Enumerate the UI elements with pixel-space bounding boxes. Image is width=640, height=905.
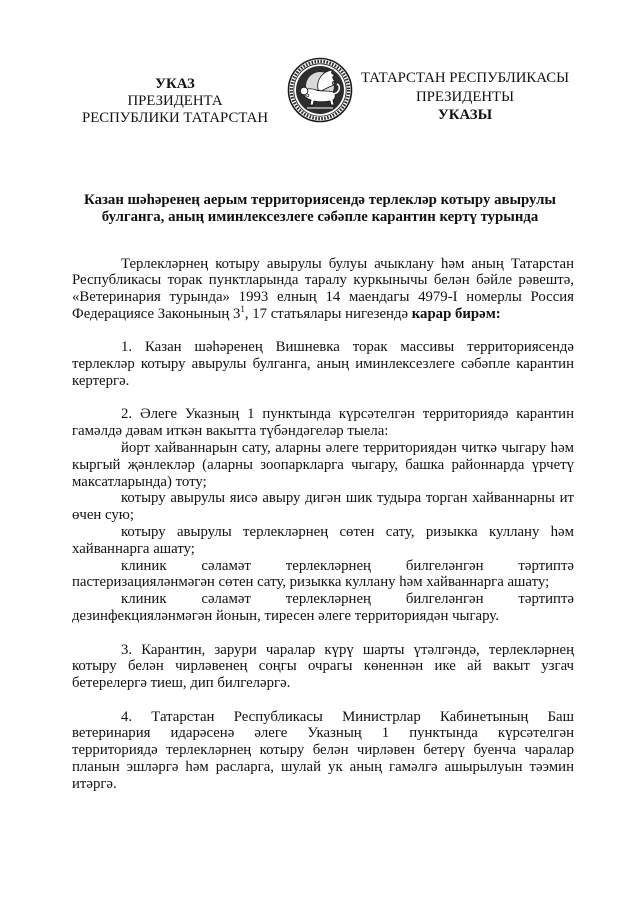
prohibition-line: хайваннарга ашату; (72, 540, 195, 557)
prohibition-line: клиник сәламәт терлекләрнең билгеләнгән тәртиптә (121, 557, 574, 574)
clause-4 (72, 709, 574, 793)
clause-line: 4. Татарстан Республикасы Министрлар Кабинетының Баш (121, 708, 574, 725)
prohibition-line: клиник сәламәт терлекләрнең билгеләнгән тәртиптә (121, 591, 574, 608)
title-line: булганга, аның иминлексезлеге сәбәпле карантин кертү турында (101, 209, 539, 225)
articles-text: , 17 статьялары нигезендә (244, 305, 412, 322)
clause-line: кертергә. (72, 372, 130, 389)
title-line: Казан шәһәренең аерым территориясендә терлекләр котыру авырулы (84, 192, 556, 208)
prohibition-line: пастеризацияләнмәгән сөтен сату, ризыкка куллану һәм хайваннарга ашату; (72, 574, 550, 591)
clause-line: гамәлдә дәвам иткән вакытта түбәндәгеләр тыела: (72, 423, 389, 440)
preamble-line: Терлекләрнең котыру авырулы булуы ачыклану һәм аның Татарстан (121, 255, 574, 272)
prohibition-item (72, 591, 574, 625)
prohibition-line: дезинфекцияләнмәгән йонын, тиресен әлеге территориядән чыгару. (72, 608, 499, 625)
preamble-line: Республикасы торак пунктларында таралу куркынычы белән бәйле рәвештә, (72, 272, 574, 289)
clause-3 (72, 642, 574, 692)
prohibition-item (72, 490, 574, 524)
clause-line: 3. Карантин, зарури чаралар күрү шарты үтәлгәндә, терлекләрнең (121, 641, 574, 658)
clause-line: терлекләр котыру авырулы булганга, аның иминлексезлеге сәбәпле карантин (72, 356, 574, 373)
header-republic-ru: РЕСПУБЛИКИ ТАТАРСТАН (81, 109, 269, 126)
prohibition-line: кыргый җәнлекләр (аларны зоопаркларга чыгару, башка районнарда үрчетү (72, 456, 574, 473)
prohibition-item (72, 524, 574, 558)
preamble-paragraph (72, 256, 574, 323)
prohibition-line: котыру авырулы яисә авыру дигән шик тудыра торган хайваннарны ит (121, 490, 574, 507)
preamble-line: «Ветеринария турында» 1993 елның 14 маендагы 4979-I номерлы Россия (72, 289, 574, 306)
law-reference-text: Федерациясе Законының 3 (72, 305, 241, 322)
clause-2 (72, 406, 574, 624)
clause-line: 1. Казан шәһәренең Вишневка торак массивы территориясендә (121, 339, 574, 356)
clause-line: котыру белән чирләвенең соңгы очрагы көненнән ике ай вакыт узгач (72, 658, 574, 675)
header-tatar (355, 69, 575, 125)
prohibition-item (72, 558, 574, 592)
header-president-tt: ПРЕЗИДЕНТЫ (416, 88, 514, 105)
article-superscript: 1 (240, 303, 245, 314)
decree-body (72, 256, 574, 793)
prohibition-line: йорт хайваннарын сату, аларны әлеге территориядән читкә чыгару һәм (121, 440, 574, 457)
preamble-last-line (72, 303, 574, 323)
header-republic-tt: ТАТАРСТАН РЕСПУБЛИКАСЫ (360, 70, 570, 86)
clause-line: территориядә терлекләрнең котыру белән чирләвен бетерү буенча чаралар (72, 742, 574, 759)
prohibition-item (72, 440, 574, 490)
decision-phrase: карар бирәм: (411, 305, 501, 322)
header-russian (60, 76, 290, 127)
clause-line: бетерелергә тиеш, дип билгеләргә. (72, 675, 291, 692)
prohibition-line: максатларында) тоту; (72, 473, 207, 490)
clause-line: ветеринария идарәсенә әлеге Указның 1 пунктында күрсәтелгән (72, 725, 574, 742)
clause-line: планын эшләргә һәм расларга, шулай ук аның гамәлгә ашырылуын тәэмин (72, 758, 574, 775)
coat-of-arms-icon (287, 57, 353, 123)
header-president-ru: ПРЕЗИДЕНТА (127, 92, 223, 109)
header-decree-word-ru: УКАЗ (155, 75, 195, 92)
header-decree-word-tt: УКАЗЫ (437, 107, 493, 123)
clause-1 (72, 339, 574, 389)
prohibition-line: өчен сую; (72, 507, 134, 524)
decree-title (66, 192, 574, 226)
prohibition-line: котыру авырулы терлекләрнең сөтен сату, ризыкка куллану һәм (121, 524, 574, 541)
clause-line: 2. Әлеге Указның 1 пунктында күрсәтелгән территориядә карантин (121, 406, 574, 423)
clause-line: итәргә. (72, 775, 117, 792)
